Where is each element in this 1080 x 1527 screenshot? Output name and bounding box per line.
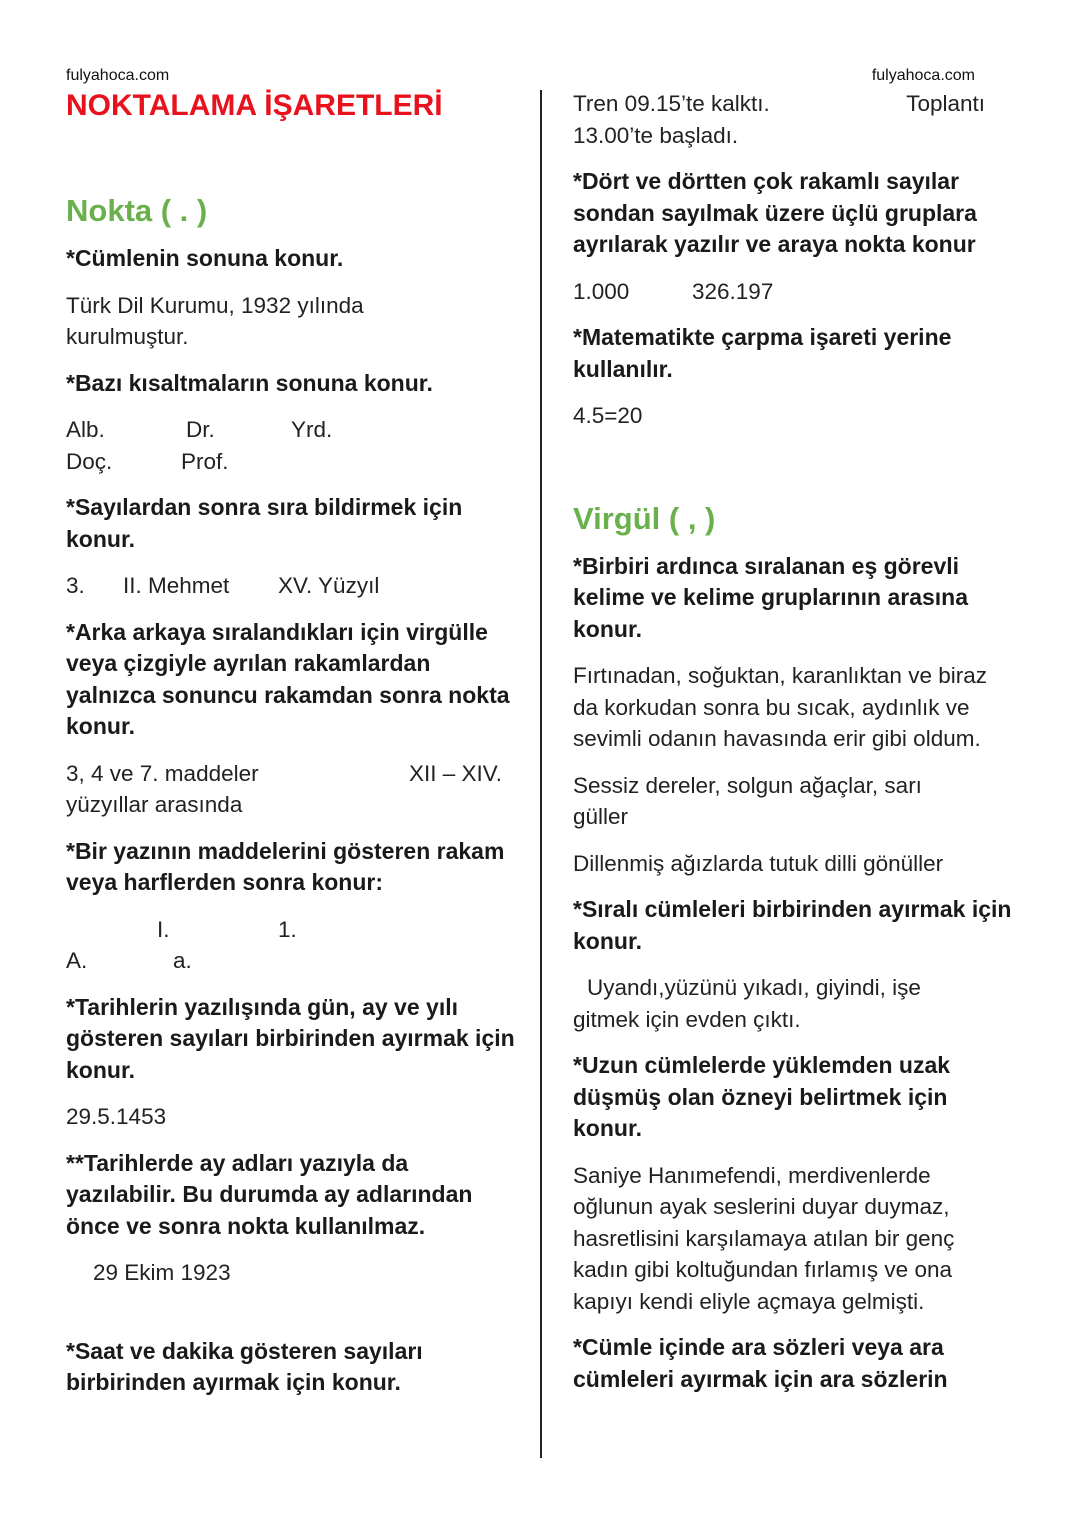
rule-dates: *Tarihlerin yazılışında gün, ay ve yılı gösteren sayıları birbirinden ayırmak için konur. bbox=[66, 993, 515, 1083]
rule-consecutive-numbers: *Arka arkaya sıralandıkları için virgülle veya çizgiyle ayrılan rakamlardan yalnızca sonuncu rakamdan sonra nokta konur. bbox=[66, 618, 510, 739]
example-text: 13.00’te başladı. bbox=[573, 122, 739, 148]
rule-month-names: **Tarihlerde ay adları yazıyla da yazılabilir. Bu durumda ay adlarından önce ve sonra nokta kullanılmaz. bbox=[66, 1149, 473, 1239]
example-text: Fırtınadan, soğuktan, karanlıktan ve biraz da korkudan sonra bu sıcak, aydınlık ve sevimli odanın havasında erir gibi oldum. bbox=[573, 663, 987, 751]
left-column bbox=[66, 88, 516, 1399]
example-date: 29 Ekim 1923 bbox=[93, 1260, 231, 1285]
rule-time: *Saat ve dakika gösteren sayıları birbirinden ayırmak için konur. bbox=[66, 1337, 423, 1395]
example-ordinal: II. Mehmet bbox=[123, 573, 230, 598]
example-abbr: Prof. bbox=[181, 448, 229, 474]
page-title: NOKTALAMA İŞARETLERİ bbox=[66, 89, 443, 122]
example-text: Tren 09.15’te kalktı. bbox=[573, 91, 770, 116]
rule-multiplication: *Matematikte çarpma işareti yerine kullanılır. bbox=[573, 324, 952, 382]
example-text: 3, 4 ve 7. maddeler bbox=[66, 760, 259, 786]
rule-abbreviations: *Bazı kısaltmaların sonuna konur. bbox=[66, 369, 433, 396]
example-text: XII – XIV. bbox=[409, 760, 502, 786]
example-ordinal: 3. bbox=[66, 573, 85, 598]
example-item: I. bbox=[157, 916, 170, 942]
abbreviation-row bbox=[66, 414, 516, 446]
example-item: A. bbox=[66, 948, 88, 973]
example-text: Türk Dil Kurumu, 1932 yılında kurulmuştur. bbox=[66, 292, 364, 349]
example-abbr: Alb. bbox=[66, 417, 105, 442]
example-number: 1.000 bbox=[573, 278, 630, 304]
ordinal-row bbox=[66, 570, 516, 602]
rule-large-numbers: *Dört ve dörtten çok rakamlı sayılar sondan sayılmak üzere üçlü gruplara ayrılarak yazılır ve araya nokta konur bbox=[573, 168, 977, 257]
section-nokta-heading: Nokta ( . ) bbox=[66, 193, 208, 228]
list-item-row bbox=[66, 914, 516, 946]
example-text: Uyandı,yüzünü yıkadı, giyindi, işe gitmek için evden çıktı. bbox=[573, 975, 921, 1032]
rule-sequential-sentences: *Sıralı cümleleri birbirinden ayırmak için konur. bbox=[573, 896, 1012, 954]
consecutive-example-row bbox=[66, 758, 502, 790]
list-item-row bbox=[66, 945, 516, 977]
section-virgul-heading: Virgül ( , ) bbox=[573, 500, 716, 536]
example-item: 1. bbox=[278, 916, 297, 942]
right-column bbox=[573, 88, 1018, 1395]
example-text: Sessiz dereler, solgun ağaçlar, sarı güller bbox=[573, 772, 922, 829]
rule-series: *Birbiri ardınca sıralanan eş görevli kelime ve kelime gruplarının arasına konur. bbox=[573, 552, 969, 642]
example-number: 326.197 bbox=[692, 278, 774, 304]
example-text: 4.5=20 bbox=[573, 403, 643, 428]
example-abbr: Doç. bbox=[66, 448, 113, 474]
site-url-left: fulyahoca.com bbox=[66, 67, 170, 84]
example-abbr: Dr. bbox=[186, 417, 215, 442]
example-abbr: Yrd. bbox=[291, 417, 333, 442]
time-example-row bbox=[573, 88, 985, 120]
rule-list-items: *Bir yazının maddelerini gösteren rakam veya harflerden sonra konur: bbox=[66, 837, 505, 895]
example-text: Toplantı bbox=[906, 91, 985, 116]
column-divider bbox=[540, 90, 542, 1458]
rule-parenthetical: *Cümle içinde ara sözleri veya ara cümleleri ayırmak için ara sözlerin bbox=[573, 1334, 948, 1392]
example-item: a. bbox=[173, 948, 192, 973]
site-url-right: fulyahoca.com bbox=[871, 67, 975, 84]
example-ordinal: XV. Yüzyıl bbox=[278, 573, 380, 598]
example-date: 29.5.1453 bbox=[66, 1104, 167, 1129]
example-text: yüzyıllar arasında bbox=[66, 792, 243, 817]
example-text: Dillenmiş ağızlarda tutuk dilli gönüller bbox=[573, 850, 944, 876]
rule-ordinal: *Sayılardan sonra sıra bildirmek için konur. bbox=[66, 494, 463, 552]
abbreviation-row bbox=[66, 446, 516, 478]
example-text: Saniye Hanımefendi, merdivenlerde oğlunun ayak seslerini duyar duymaz, hasretlisini karşılamaya atılan bir genç kadın gibi koltuğundan fırlamış ve ona kapıyı kendi eliyle açmaya gelmişti. bbox=[573, 1162, 955, 1314]
rule-sentence-end: *Cümlenin sonuna konur. bbox=[66, 245, 344, 271]
numbers-row bbox=[573, 276, 1018, 308]
rule-subject: *Uzun cümlelerde yüklemden uzak düşmüş olan özneyi belirtmek için konur. bbox=[573, 1052, 951, 1141]
